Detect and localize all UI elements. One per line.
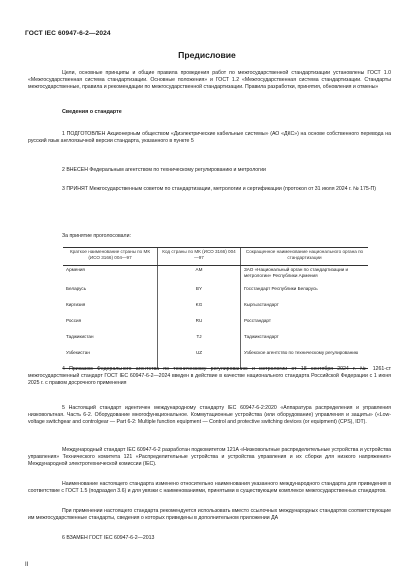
column-header-code: Код страны по МК (ИСО 3166) 004—97 xyxy=(158,248,241,266)
vote-label: За принятие проголосовали: xyxy=(62,233,131,239)
body-cell: ЗАО «Национальный орган по стандартизации и метрологии» Республики Армения xyxy=(241,266,369,286)
item-4-paragraph: 4 Приказом Федерального агентства по техническому регулированию и метрологии от 18 сентября 2024 г. № 1261-ст межгосударственный стандарт ГОСТ IEC 60947-6-2—2024 введен в действие в качестве национального стандарта Российской Федерации с 1 июня 2025 г. с правом досрочного применения xyxy=(28,366,391,386)
code-cell: BY xyxy=(158,285,241,301)
page-title: Предисловие xyxy=(178,50,236,60)
item-3-paragraph: 3 ПРИНЯТ Межгосударственным советом по стандартизации, метрологии и сертификации (протокол от 31 июля 2024 г. № 175-П) xyxy=(62,186,376,192)
item-6-paragraph: 6 ВЗАМЕН ГОСТ IEC 60947-6-2—2013 xyxy=(62,535,155,541)
country-cell: Армения xyxy=(66,267,85,272)
item-2-paragraph: 2 ВНЕСЕН Федеральным агентством по техническому регулированию и метрологии xyxy=(62,167,266,173)
column-header-country: Краткое наименование страны по МК (ИСО 3166) 004—97 xyxy=(63,248,158,266)
table-row xyxy=(63,317,368,333)
table-row xyxy=(63,285,368,301)
title-change-paragraph: Наименование настоящего стандарта изменено относительно наименования указанного международного стандарта для приведения в соответствие с ГОСТ 1.5 (подраздел 3.6) и для увязки с наименованиями, принятыми в существующем комплексе межгосударственных стандартов. xyxy=(28,481,391,494)
document-code-header: ГОСТ IEC 60947-6-2—2024 xyxy=(25,30,111,37)
section-heading: Сведения о стандарте xyxy=(62,109,122,115)
code-cell: TJ xyxy=(158,333,241,349)
item-5-paragraph: 5 Настоящий стандарт идентичен международному стандарту IEC 60947-6-2:2020 «Аппаратура распределения и управления низковольтная. Часть 6-2. Оборудование многофункциональное. Коммутационные устройства (или оборудование) управления и защиты» («Low-voltage switchgear and controlgear — Part 6-2: Multiple function equipment — Control and protective switching devices (or equipment) (CPS), IDT). xyxy=(28,405,391,425)
country-cell: Киргизия xyxy=(66,302,86,307)
code-cell: AM xyxy=(158,266,241,286)
references-paragraph: При применении настоящего стандарта рекомендуется использовать вместо ссылочных международных стандартов соответствующие им межгосударственные стандарты, сведения о которых приведены в дополнительном приложении ДА xyxy=(28,508,391,521)
table-header-row xyxy=(63,248,368,266)
iec-development-paragraph: Международный стандарт IEC 60947-6-2 разработан подкомитетом 121A «Низковольтные распределительные устройства и устройства управления» Технического комитета 121 «Распределительные устройства и устройства управления и их сборки для низкого напряжения» Международной электротехнической комиссии (IEC). xyxy=(28,447,391,467)
code-cell: RU xyxy=(158,317,241,333)
item-1-paragraph: 1 ПОДГОТОВЛЕН Акционерным обществом «Диэлектрические кабельные системы» (АО «ДКС») на основе собственного перевода на русский язык англоязычной версии стандарта, указанного в пункте 5 xyxy=(28,131,391,144)
body-cell: Узбекское агентство по техническому регулированию xyxy=(241,349,369,369)
body-cell: Росстандарт xyxy=(241,317,369,333)
table-row xyxy=(63,266,368,286)
body-cell: Таджикстандарт xyxy=(241,333,369,349)
country-cell: Узбекистан xyxy=(63,349,158,369)
code-cell: UZ xyxy=(158,349,241,369)
country-cell: Беларусь xyxy=(66,286,87,291)
table-row xyxy=(63,301,368,317)
body-cell: Госстандарт Республики Беларусь xyxy=(241,285,369,301)
column-header-body: Сокращенное наименование национального органа по стандартизации xyxy=(241,248,369,266)
body-cell: Кыргызстандарт xyxy=(241,301,369,317)
country-cell: Россия xyxy=(66,318,82,323)
intro-paragraph: Цели, основные принципы и общие правила проведения работ по межгосударственной стандартизации установлены ГОСТ 1.0 «Межгосударственная система стандартизации. Основные положения» и ГОСТ 1.2 «Межгосударственная система стандартизации. Стандарты межгосударственные, правила и рекомендации по межгосударственной стандартизации. Правила разработки, принятия, обновления и отмены» xyxy=(28,70,391,90)
table-row xyxy=(63,333,368,349)
voting-countries-table xyxy=(63,247,368,369)
country-cell: Таджикистан xyxy=(66,334,94,339)
code-cell: KG xyxy=(158,301,241,317)
page-number: II xyxy=(25,562,29,568)
